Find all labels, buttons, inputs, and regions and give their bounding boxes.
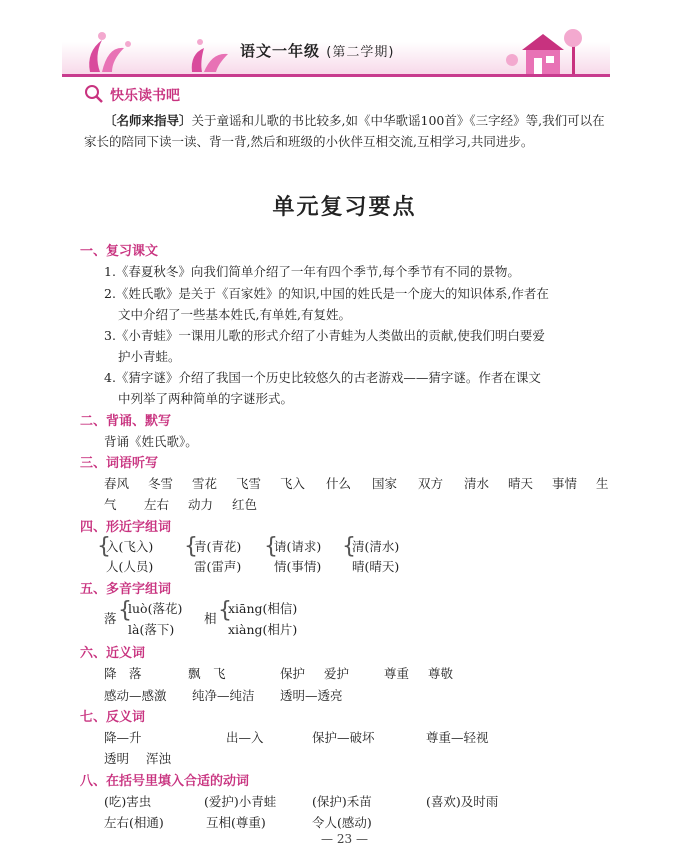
verb-fill-item: (保护)禾苗 xyxy=(312,794,372,809)
section1-heading: 一、复习课文 xyxy=(80,244,159,259)
s1-item: 护小青蛙。 xyxy=(118,349,181,364)
verb-fill-item: 互相(尊重) xyxy=(206,815,266,830)
brace-icon: { xyxy=(264,534,278,559)
word-item: 事情 xyxy=(552,476,578,491)
polyphone-reading: là(落下) xyxy=(128,622,175,637)
s2-text: 背诵《姓氏歌》。 xyxy=(104,434,198,449)
brace-icon: { xyxy=(184,534,198,559)
antonym-item: 保护—破坏 xyxy=(312,730,375,745)
word-item: 生 xyxy=(596,476,609,491)
word-item: 晴天 xyxy=(508,476,534,491)
brace-icon: { xyxy=(218,598,232,623)
page-title: 单元复习要点 xyxy=(272,194,417,220)
word-item: 红色 xyxy=(232,497,258,512)
reading-intro xyxy=(84,110,608,152)
polyphone-reading: xiāng(相信) xyxy=(228,601,298,616)
reading-intro-text: 关于童谣和儿歌的书比较多,如《中华歌谣100首》《三字经》等,我们可以在家长的陪同下读一读、背一背,然后和班级的小伙伴互相交流,互相学习,共同进步。 xyxy=(84,113,605,149)
similar-char: 清(清水) xyxy=(352,539,400,554)
antonym-item: 浑浊 xyxy=(146,751,172,766)
verb-fill-item: (喜欢)及时雨 xyxy=(426,794,499,809)
polyphone-reading: xiàng(相片) xyxy=(228,622,298,637)
word-item: 飞雪 xyxy=(236,476,262,491)
synonym-item: 透明—透亮 xyxy=(280,688,343,703)
synonym-item: 尊敬 xyxy=(428,666,454,681)
word-item: 气 xyxy=(104,497,117,512)
antonym-item: 降—升 xyxy=(104,730,142,745)
similar-char: 入(飞入) xyxy=(106,539,154,554)
page-number: — 23 — xyxy=(321,832,368,846)
section5-heading: 五、多音字组词 xyxy=(80,582,172,597)
header-title xyxy=(240,40,394,61)
synonym-item: 纯净—纯洁 xyxy=(192,688,255,703)
header-title-text: 语文一年级 xyxy=(240,42,321,60)
teacher-guide-tag: 〔名师来指导〕 xyxy=(104,113,192,128)
word-item: 左右 xyxy=(144,497,170,512)
s1-item: 文中介绍了一些基本姓氏,有单姓,有复姓。 xyxy=(118,307,351,322)
section6-heading: 六、近义词 xyxy=(80,646,146,661)
brace-icon: { xyxy=(97,534,111,559)
section3-heading: 三、词语听写 xyxy=(80,456,159,471)
synonym-item: 感动—感激 xyxy=(104,688,167,703)
word-item: 飞入 xyxy=(280,476,306,491)
word-item: 国家 xyxy=(372,476,398,491)
flower-decoration-icon xyxy=(72,22,242,74)
synonym-item: 降 落 xyxy=(104,666,142,681)
reading-heading-text: 快乐读书吧 xyxy=(110,88,180,104)
brace-icon: { xyxy=(118,598,132,623)
polyphone-char: 相 xyxy=(204,611,217,626)
section8-heading: 八、在括号里填入合适的动词 xyxy=(80,774,250,789)
section7-heading: 七、反义词 xyxy=(80,710,146,725)
synonym-item: 飘 飞 xyxy=(188,666,226,681)
synonym-item: 保护 xyxy=(280,666,306,681)
word-item: 动力 xyxy=(188,497,214,512)
section4-heading: 四、形近字组词 xyxy=(80,520,172,535)
similar-char: 请(请求) xyxy=(274,539,322,554)
section2-heading: 二、背诵、默写 xyxy=(80,414,172,429)
verb-fill-item: 令人(感动) xyxy=(312,815,372,830)
word-item: 什么 xyxy=(326,476,352,491)
house-tree-decoration-icon xyxy=(500,20,600,76)
s1-item: 4.《猜字谜》介绍了我国一个历史比较悠久的古老游戏——猜字谜。作者在课文 xyxy=(104,370,541,385)
similar-char: 雷(雷声) xyxy=(194,559,242,574)
similar-char: 青(青花) xyxy=(194,539,242,554)
word-item: 春风 xyxy=(104,476,130,491)
word-item: 雪花 xyxy=(192,476,218,491)
antonym-item: 出—入 xyxy=(226,730,264,745)
word-item: 清水 xyxy=(464,476,490,491)
verb-fill-item: 左右(相通) xyxy=(104,815,164,830)
verb-fill-item: (吃)害虫 xyxy=(104,794,152,809)
synonym-item: 尊重 xyxy=(384,666,410,681)
s1-item: 1.《春夏秋冬》向我们简单介绍了一年有四个季节,每个季节有不同的景物。 xyxy=(104,264,520,279)
synonym-item: 爱护 xyxy=(324,666,350,681)
verb-fill-item: (爱护)小青蛙 xyxy=(204,794,277,809)
magnifier-icon xyxy=(84,84,104,104)
similar-char: 晴(晴天) xyxy=(352,559,400,574)
brace-icon: { xyxy=(342,534,356,559)
similar-char: 人(人员) xyxy=(106,559,154,574)
similar-char: 情(事情) xyxy=(274,559,322,574)
s1-item: 2.《姓氏歌》是关于《百家姓》的知识,中国的姓氏是一个庞大的知识体系,作者在 xyxy=(104,286,549,301)
polyphone-char: 落 xyxy=(104,611,117,626)
antonym-item: 透明 xyxy=(104,751,130,766)
s1-item: 中列举了两种简单的字谜形式。 xyxy=(118,391,294,406)
word-item: 双方 xyxy=(418,476,444,491)
polyphone-reading: luò(落花) xyxy=(128,601,183,616)
word-item: 冬雪 xyxy=(148,476,174,491)
antonym-item: 尊重—轻视 xyxy=(426,730,489,745)
s1-item: 3.《小青蛙》一课用儿歌的形式介绍了小青蛙为人类做出的贡献,使我们明白要爱 xyxy=(104,328,545,343)
header-subtitle: (第二学期) xyxy=(326,45,395,60)
